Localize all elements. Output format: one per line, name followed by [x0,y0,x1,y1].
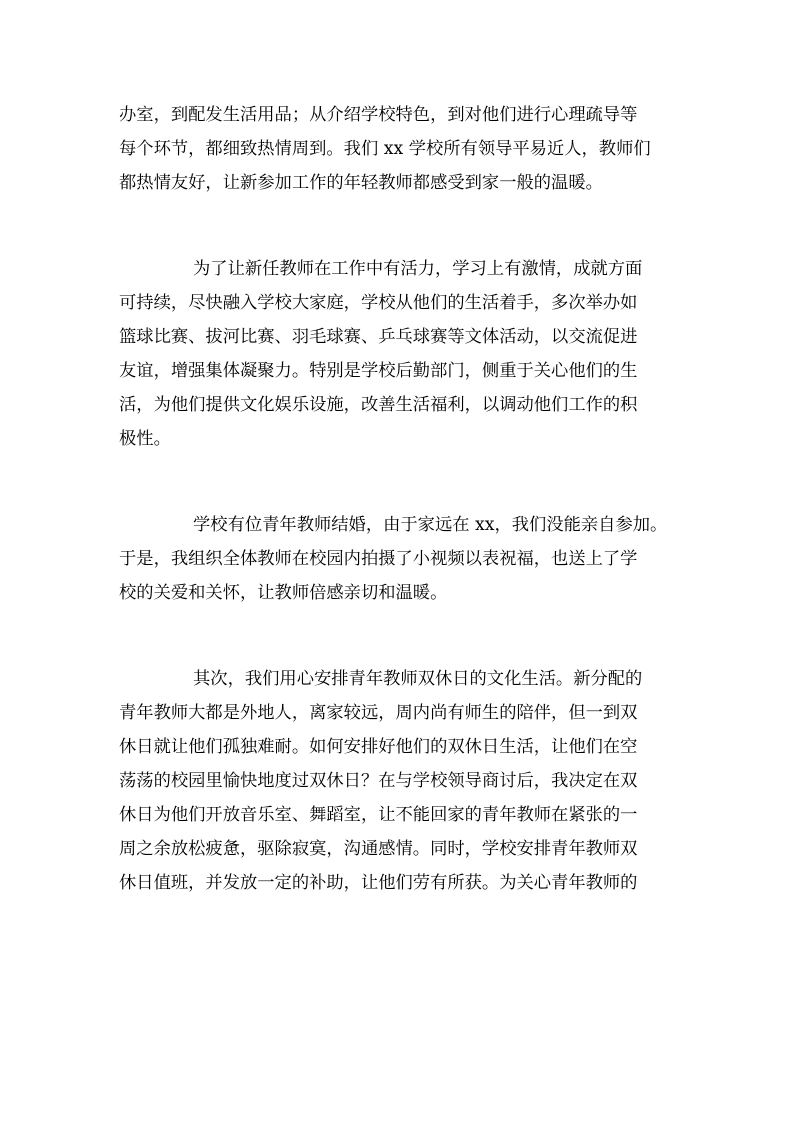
text-line: 篮球比赛、拔河比赛、羽毛球赛、乒乓球赛等文体活动，以交流促进 [119,327,638,347]
text-line: 为了让新任教师在工作中有活力，学习上有激情，成就方面 [193,259,643,279]
text-line: 校的关爱和关怀，让教师倍感亲切和温暖。 [119,583,448,603]
text-line: 学校有位青年教师结婚，由于家远在 xx，我们没能亲自参加。 [193,515,668,535]
paragraph-2 [119,252,689,456]
text-line: 都热情友好，让新参加工作的年轻教师都感受到家一般的温暖。 [119,173,603,193]
text-line: 休日值班，并发放一定的补助，让他们劳有所获。为关心青年教师的 [119,873,638,893]
paragraph-4 [119,662,689,900]
text-line: 每个环节，都细致热情周到。我们 xx 学校所有领导平易近人，教师们 [119,139,651,159]
paragraph-1 [119,98,689,200]
text-line: 活，为他们提供文化娱乐设施，改善生活福利，以调动他们工作的积 [119,395,638,415]
text-line: 友谊，增强集体凝聚力。特别是学校后勤部门，侧重于关心他们的生 [119,361,638,381]
text-line: 休日为他们开放音乐室、舞蹈室，让不能回家的青年教师在紧张的一 [119,805,638,825]
text-line: 荡荡的校园里愉快地度过双休日？在与学校领导商讨后，我决定在双 [119,771,638,791]
text-line: 周之余放松疲惫，驱除寂寞，沟通感情。同时，学校安排青年教师双 [119,839,638,859]
text-line: 青年教师大都是外地人，离家较远，周内尚有师生的陪伴，但一到双 [119,703,638,723]
text-line: 极性。 [119,429,171,449]
text-line: 其次，我们用心安排青年教师双休日的文化生活。新分配的 [193,669,643,689]
text-line: 可持续，尽快融入学校大家庭，学校从他们的生活着手，多次举办如 [119,293,638,313]
text-line: 办室，到配发生活用品；从介绍学校特色，到对他们进行心理疏导等 [119,105,638,125]
text-line: 休日就让他们孤独难耐。如何安排好他们的双休日生活，让他们在空 [119,737,638,757]
document-body [119,98,689,952]
text-line: 于是，我组织全体教师在校园内拍摄了小视频以表祝福，也送上了学 [119,549,638,569]
paragraph-3 [119,508,689,610]
